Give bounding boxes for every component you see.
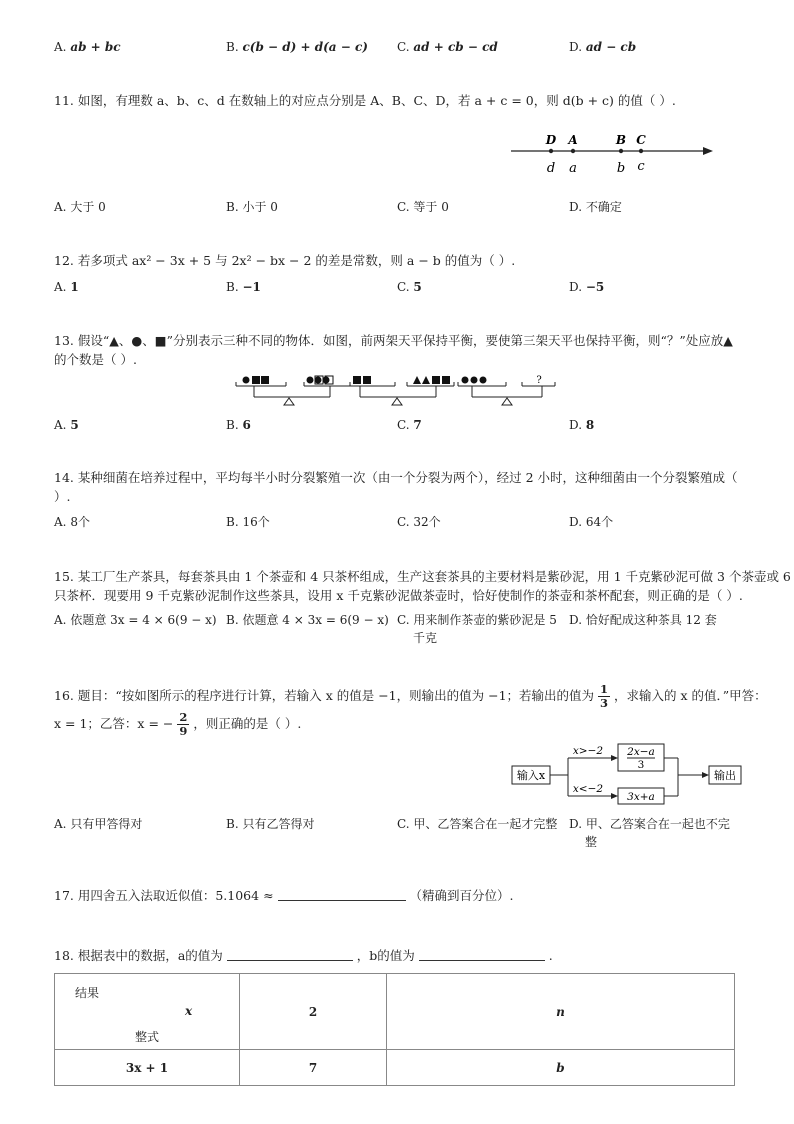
q13-option-c[interactable] — [397, 417, 422, 433]
axis-arrow-icon — [703, 147, 713, 155]
option-letter: A. — [54, 515, 67, 529]
q14-option-d[interactable] — [569, 514, 613, 530]
option-text: 只有乙答得对 — [242, 817, 315, 831]
table-header-diagonal — [55, 974, 240, 1050]
answer-blank-a[interactable] — [227, 948, 353, 961]
q14-stem-line1: 14. 某种细菌在培养过程中，平均每半小时分裂繁殖一次（由一个分裂为两个），经过 2 小时，这种细菌由一个分裂繁殖成（ — [54, 470, 738, 485]
option-text: 5 — [413, 280, 422, 294]
option-text: 5 — [70, 418, 79, 432]
option-text: ad − cb — [585, 40, 637, 54]
point-c — [639, 149, 643, 153]
square-icon — [442, 376, 450, 384]
q18-stem — [54, 947, 553, 965]
q12-option-a[interactable] — [54, 279, 79, 295]
option-letter: A. — [54, 418, 67, 432]
header-x: x — [185, 1004, 193, 1018]
table-header-cell: 2 — [240, 974, 387, 1050]
q13-stem-line1: 13. 假设“▲、●、■”分别表示三种不同的物体．如图，前两架天平保持平衡，要使第三架天平也保持平衡，则“？”处应放▲ — [54, 333, 733, 348]
option-text: 甲、乙答案合在一起才完整 — [413, 817, 558, 831]
q13-option-d[interactable] — [569, 417, 594, 433]
fulcrum-icon — [392, 398, 402, 405]
q16-stem-line2 — [54, 711, 301, 738]
box-top-numerator: 2x−a — [627, 746, 655, 758]
stem-text: 16. 题目：“按如图所示的程序进行计算，若输入 x 的值是 −1，则输出的值为 −1；若输出的值为 — [54, 688, 595, 703]
option-letter: D. — [569, 817, 583, 831]
option-text: c(b − d) + d(a − c) — [242, 40, 368, 54]
stem-text: x = 1；乙答：x = − — [54, 716, 174, 731]
option-letter: A. — [54, 40, 67, 54]
option-letter: C. — [397, 280, 410, 294]
point-a — [571, 149, 575, 153]
q11-stem: 11. 如图，有理数 a、b、c、d 在数轴上的对应点分别是 A、B、C、D，若 a + c = 0，则 d(b + c) 的值（ ）. — [54, 93, 676, 108]
option-text: 6 — [242, 418, 251, 432]
option-letter: A. — [54, 200, 67, 214]
output-label: 输出 — [714, 769, 736, 782]
condition-bottom: x<−2 — [572, 783, 604, 795]
q14-option-c[interactable] — [397, 514, 441, 530]
arrow-icon — [611, 755, 618, 761]
square-icon — [261, 376, 269, 384]
q16-option-a[interactable] — [54, 816, 142, 832]
option-letter: A. — [54, 280, 67, 294]
option-text: 甲、乙答案合在一起也不完 — [585, 817, 730, 831]
stem-text: ，则正确的是（ ）. — [193, 716, 302, 731]
option-letter: C. — [397, 200, 410, 214]
q16-option-b[interactable] — [226, 816, 314, 832]
square-icon — [353, 376, 361, 384]
q13-stem-line2: 的个数是（ ）. — [54, 352, 137, 367]
triangle-icon — [422, 376, 430, 384]
stem-text: ，求输入的 x 的值．”甲答： — [614, 688, 767, 703]
q11-option-b[interactable] — [226, 199, 278, 215]
answer-blank[interactable] — [278, 888, 406, 901]
q16-option-d[interactable] — [569, 816, 730, 832]
option-text: 依题意 3x = 4 × 6(9 − x) — [70, 613, 217, 627]
arrow-icon — [611, 793, 618, 799]
stem-text: 18. 根据表中的数据，a的值为 — [54, 948, 223, 963]
label-upper-a: A — [568, 133, 578, 147]
q12-option-c[interactable] — [397, 279, 422, 295]
option-letter: C. — [397, 515, 410, 529]
q16-option-c[interactable] — [397, 816, 557, 832]
option-letter: D. — [569, 280, 583, 294]
q11-option-c[interactable] — [397, 199, 449, 215]
option-letter: D. — [569, 613, 583, 627]
label-lower-c: c — [637, 159, 645, 174]
q15-option-c-line2: 千克 — [413, 631, 438, 645]
option-text: 用来制作茶壶的紫砂泥是 5 — [413, 613, 557, 627]
table-row — [55, 974, 735, 1050]
fulcrum-icon — [502, 398, 512, 405]
q10-option-c[interactable] — [397, 39, 498, 55]
option-text: 64个 — [585, 515, 614, 529]
option-letter: D. — [569, 418, 583, 432]
option-letter: B. — [226, 418, 239, 432]
option-letter: A. — [54, 613, 67, 627]
q12-option-d[interactable] — [569, 279, 604, 295]
option-text: 8 — [585, 418, 595, 432]
option-text: −5 — [585, 280, 605, 294]
q12-stem: 12. 若多项式 ax² − 3x + 5 与 2x² − bx − 2 的差是常数，则 a − b 的值为（ ）. — [54, 253, 516, 268]
numerator: 1 — [600, 682, 609, 696]
condition-top: x>−2 — [572, 745, 604, 757]
q14-option-b[interactable] — [226, 514, 270, 530]
q15-option-d[interactable] — [569, 612, 717, 628]
label-lower-b: b — [616, 161, 626, 176]
q13-option-a[interactable] — [54, 417, 79, 433]
circle-icon — [480, 377, 487, 384]
q15-stem-line1: 15. 某工厂生产茶具，每套茶具由 1 个茶壶和 4 只茶杯组成，生产这套茶具的主要材料是紫砂泥，用 1 千克紫砂泥可做 3 个茶壶或 6 — [54, 569, 791, 584]
q15-option-a[interactable] — [54, 612, 217, 628]
option-letter: C. — [397, 418, 410, 432]
option-text: 32个 — [413, 515, 441, 529]
option-text: 只有甲答得对 — [70, 817, 143, 831]
table-row — [55, 1050, 735, 1086]
fraction-answer — [177, 711, 189, 738]
q11-option-d[interactable] — [569, 199, 622, 215]
answer-blank-b[interactable] — [419, 948, 545, 961]
label-upper-b: B — [615, 133, 627, 147]
option-text: 不确定 — [585, 200, 622, 214]
stem-text: （精确到百分位）. — [409, 888, 514, 903]
q13-option-b[interactable] — [226, 417, 251, 433]
arrow-icon — [702, 772, 709, 778]
circle-icon — [315, 377, 322, 384]
circle-icon — [243, 377, 250, 384]
option-letter: B. — [226, 515, 239, 529]
triangle-icon — [413, 376, 421, 384]
label-upper-c: C — [636, 133, 646, 147]
q10-option-b[interactable] — [226, 39, 368, 55]
point-d — [549, 149, 553, 153]
stem-text: . — [548, 948, 553, 963]
stem-text: ，b的值为 — [356, 948, 415, 963]
q15-option-c[interactable] — [397, 612, 557, 628]
q11-option-a[interactable] — [54, 199, 106, 215]
header-result: 结果 — [75, 986, 100, 1000]
fraction-output — [598, 683, 610, 710]
q14-stem-line2: ）. — [54, 489, 71, 504]
option-text: 等于 0 — [413, 200, 449, 214]
option-text: 8个 — [70, 515, 90, 529]
q14-option-a[interactable] — [54, 514, 90, 530]
option-letter: C. — [397, 613, 410, 627]
option-letter: B. — [226, 817, 239, 831]
option-letter: B. — [226, 200, 239, 214]
option-letter: B. — [226, 613, 239, 627]
label-upper-d: D — [545, 133, 557, 147]
balance-2 — [307, 376, 455, 405]
option-text: 依题意 4 × 3x = 6(9 − x) — [242, 613, 389, 627]
option-letter: D. — [569, 200, 583, 214]
option-text: 16个 — [242, 515, 270, 529]
numerator: 2 — [179, 710, 188, 724]
option-letter: D. — [569, 515, 583, 529]
q16-flowchart — [508, 740, 744, 806]
q16-stem-line1 — [54, 683, 767, 710]
input-label: 输入x — [516, 769, 546, 782]
denominator: 9 — [179, 724, 188, 738]
balance-3 — [458, 375, 555, 405]
table-header-cell: n — [387, 974, 735, 1050]
option-letter: B. — [226, 40, 239, 54]
table-cell: 7 — [240, 1050, 387, 1086]
circle-icon — [471, 377, 478, 384]
label-lower-a: a — [569, 161, 577, 176]
header-expression: 整式 — [135, 1030, 160, 1044]
option-letter: B. — [226, 280, 239, 294]
circle-icon — [462, 377, 469, 384]
label-lower-d: d — [546, 161, 556, 176]
option-letter: C. — [397, 40, 410, 54]
option-text: −1 — [242, 280, 261, 294]
option-letter: A. — [54, 817, 67, 831]
q16-option-d-line2: 整 — [585, 835, 598, 849]
option-text: 小于 0 — [242, 200, 278, 214]
denominator: 3 — [600, 696, 609, 710]
q10-option-d[interactable] — [569, 39, 636, 55]
table-cell: 3x + 1 — [55, 1050, 240, 1086]
option-text: 恰好配成这种茶具 12 套 — [585, 613, 717, 627]
q11-number-line — [505, 128, 720, 178]
q17-stem — [54, 887, 514, 905]
stem-text: 17. 用四舍五入法取近似值：5.1064 ≈ — [54, 888, 274, 903]
point-b — [619, 149, 623, 153]
option-letter: C. — [397, 817, 410, 831]
q15-stem-line2: 只茶杯．现要用 9 千克紫砂泥制作这些茶具，设用 x 千克紫砂泥做茶壶时，恰好使制作的茶壶和茶杯配套，则正确的是（ ）. — [54, 588, 743, 603]
option-text: 7 — [413, 418, 422, 432]
option-text: ab + bc — [70, 40, 121, 54]
q10-option-a[interactable] — [54, 39, 121, 55]
square-icon — [363, 376, 371, 384]
q18-table — [54, 973, 735, 1086]
option-text: 1 — [70, 280, 79, 294]
q13-balance-figure — [232, 374, 560, 408]
q12-option-b[interactable] — [226, 279, 261, 295]
q15-option-b[interactable] — [226, 612, 389, 628]
circle-icon — [307, 377, 314, 384]
option-text: 大于 0 — [70, 200, 106, 214]
box-top-denominator: 3 — [637, 759, 645, 771]
square-icon — [252, 376, 260, 384]
fulcrum-icon — [284, 398, 294, 405]
option-letter: D. — [569, 40, 583, 54]
circle-icon — [323, 377, 330, 384]
square-icon — [432, 376, 440, 384]
table-cell: b — [387, 1050, 735, 1086]
box-bottom-label: 3x+a — [627, 791, 655, 803]
option-text: ad + cb − cd — [413, 40, 498, 54]
balance-1 — [236, 376, 350, 405]
question-mark: ? — [536, 375, 542, 386]
